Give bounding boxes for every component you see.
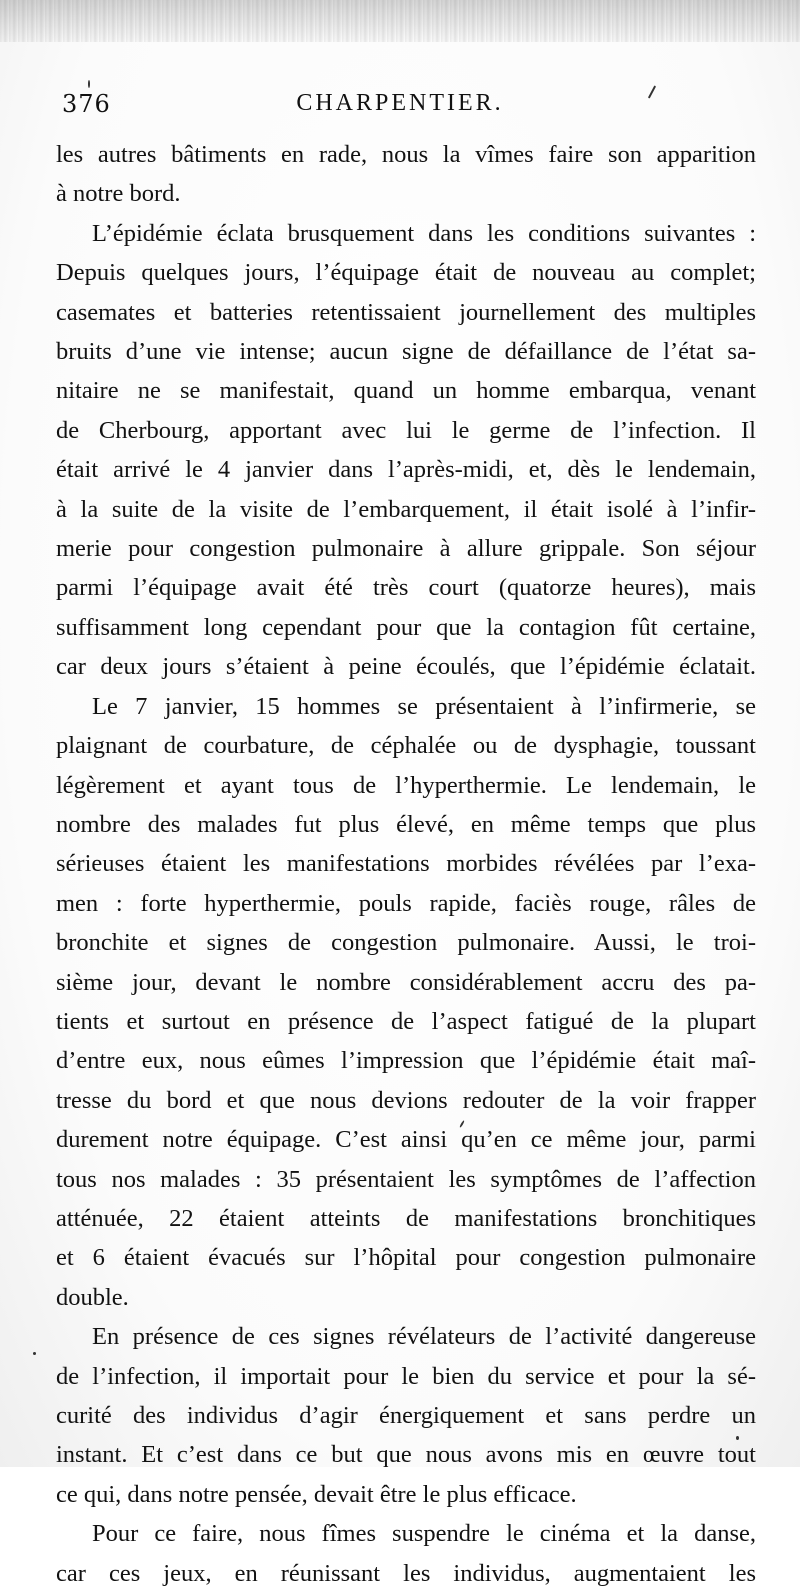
text-line: men : forte hyperthermie, pouls rapide, faciès rouge, râles de	[56, 889, 756, 917]
text-line: merie pour congestion pulmonaire à allure grippale. Son séjour	[56, 535, 756, 563]
text-line: tients et surtout en présence de l’aspect fatigué de la plupart	[56, 1007, 756, 1035]
scan-speck	[33, 1352, 36, 1355]
text-line: de l’infection, il importait pour le bien du service et pour la sé-	[56, 1362, 756, 1390]
text-line: d’entre eux, nous eûmes l’impression que l’épidémie était maî-	[56, 1047, 756, 1075]
text-line: durement notre équipage. C’est ainsi qu’en ce même jour, parmi	[56, 1126, 756, 1154]
text-line: atténuée, 22 étaient atteints de manifestations bronchitiques	[56, 1204, 756, 1232]
text-line: à la suite de la visite de l’embarquement, il était isolé à l’infir-	[56, 495, 756, 523]
text-line: Depuis quelques jours, l’équipage était de nouveau au complet;	[56, 259, 756, 287]
text-line: En présence de ces signes révélateurs de l’activité dangereuse	[92, 1323, 756, 1351]
text-line: tresse du bord et que nous devions redouter de la voir frapper	[56, 1086, 756, 1114]
text-line: ce qui, dans notre pensée, devait être le plus efficace.	[56, 1480, 577, 1508]
text-line: les autres bâtiments en rade, nous la vîmes faire son apparition	[56, 141, 756, 168]
scan-speck	[88, 80, 90, 88]
text-line: parmi l’équipage avait été très court (quatorze heures), mais	[56, 574, 756, 602]
text-line: suffisamment long cependant pour que la contagion fût certaine,	[56, 613, 756, 641]
text-line: de Cherbourg, apportant avec lui le germe de l’infection. Il	[56, 416, 756, 444]
text-line: car ces jeux, en réunissant les individus, augmentaient les	[56, 1559, 756, 1587]
text-line: tous nos malades : 35 présentaient les symptômes de l’affection	[56, 1165, 756, 1193]
scan-top-edge	[0, 0, 800, 42]
scan-speck	[736, 1436, 739, 1440]
text-line: Le 7 janvier, 15 hommes se présentaient à l’infirmerie, se	[92, 692, 756, 720]
text-line: et 6 étaient évacués sur l’hôpital pour congestion pulmonaire	[56, 1244, 756, 1272]
page-number: 376	[62, 90, 111, 118]
text-line: sième jour, devant le nombre considérablement accru des pa-	[56, 968, 756, 996]
text-line: légèrement et ayant tous de l’hyperthermie. Le lendemain, le	[56, 771, 756, 799]
text-line: à notre bord.	[56, 180, 181, 208]
text-line: bruits d’une vie intense; aucun signe de défaillance de l’état sa-	[56, 338, 756, 366]
body-text	[56, 135, 756, 1593]
text-line: Pour ce faire, nous fîmes suspendre le cinéma et la danse,	[92, 1520, 756, 1548]
text-line: était arrivé le 4 janvier dans l’après-midi, et, dès le lendemain,	[56, 456, 756, 484]
text-line: curité des individus d’agir énergiquement et sans perdre un	[56, 1402, 756, 1429]
text-line: double.	[56, 1283, 129, 1311]
text-line: L’épidémie éclata brusquement dans les conditions suivantes :	[92, 219, 756, 247]
text-line: car deux jours s’étaient à peine écoulés, que l’épidémie éclatait.	[56, 653, 756, 681]
running-head: CHARPENTIER.	[296, 90, 504, 116]
text-line: bronchite et signes de congestion pulmonaire. Aussi, le troi-	[56, 929, 756, 957]
text-line: sérieuses étaient les manifestations morbides révélées par l’exa-	[56, 850, 756, 878]
text-line: instant. Et c’est dans ce but que nous avons mis en œuvre tout	[56, 1441, 756, 1469]
text-line: nitaire ne se manifestait, quand un homme embarqua, venant	[56, 377, 756, 405]
text-line: nombre des malades fut plus élevé, en même temps que plus	[56, 810, 756, 838]
text-line: casemates et batteries retentissaient journellement des multiples	[56, 298, 756, 326]
text-line: plaignant de courbature, de céphalée ou de dysphagie, toussant	[56, 732, 756, 760]
